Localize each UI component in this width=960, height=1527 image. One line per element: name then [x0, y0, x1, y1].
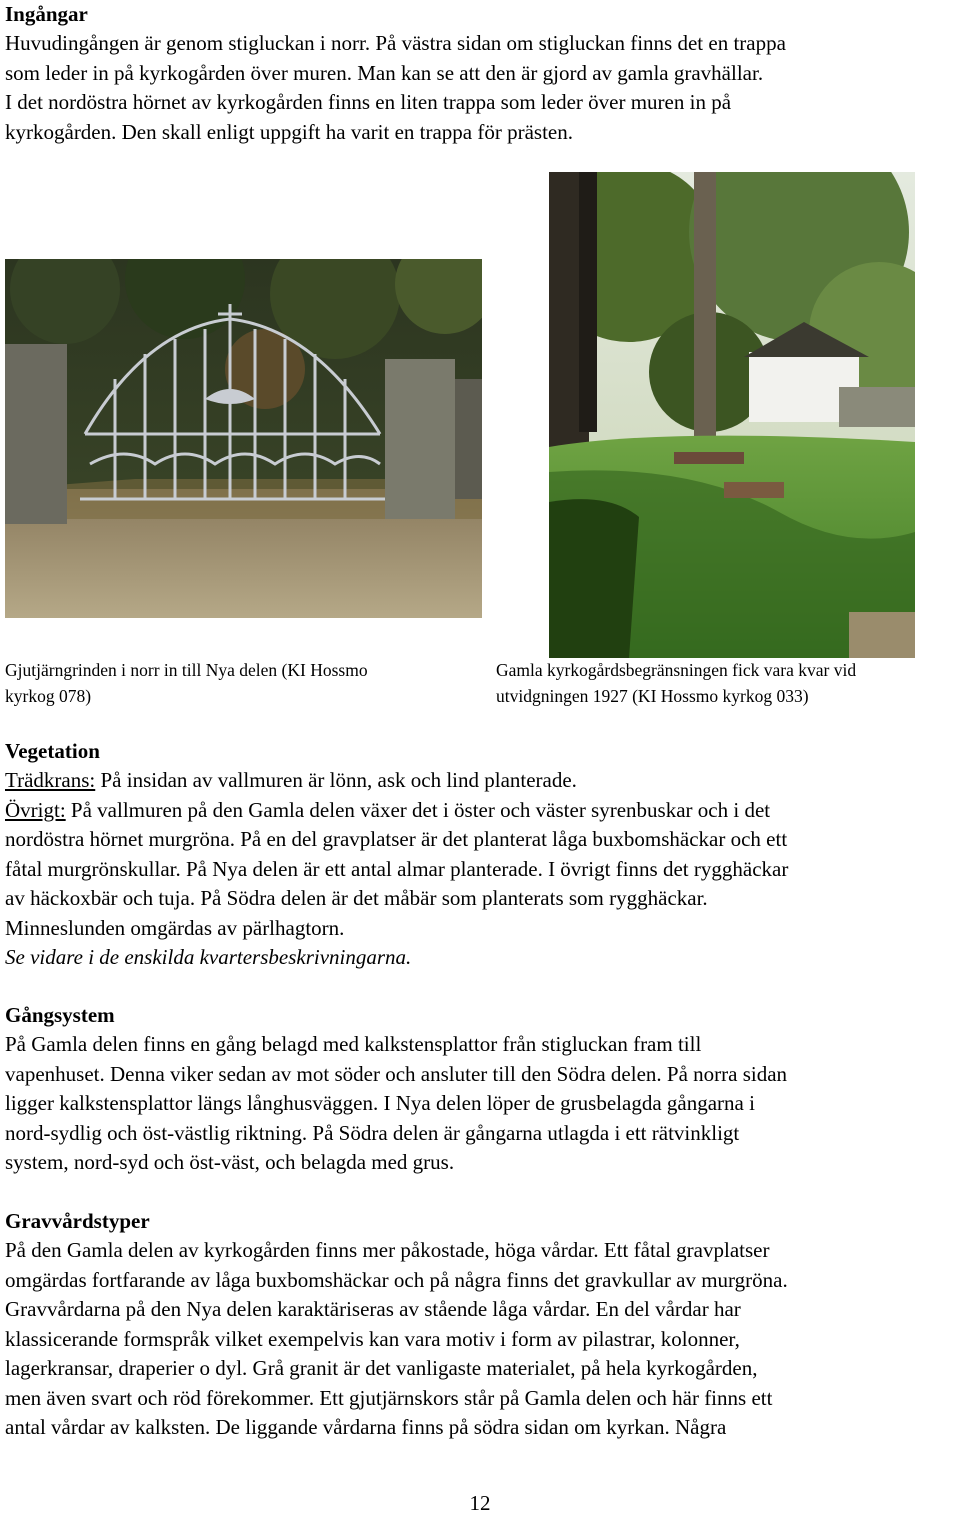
- section-vegetation: [5, 737, 955, 973]
- paragraph-line: av häckoxbär och tuja. På Södra delen är det måbär som planterats som rygghäckar.: [5, 886, 708, 910]
- caption-churchyard: [496, 657, 956, 709]
- caption-line: Gamla kyrkogårdsbegränsningen fick vara kvar vid: [496, 660, 857, 680]
- caption-line: kyrkog 078): [5, 686, 92, 706]
- paragraph-line: Huvudingången är genom stigluckan i norr. På västra sidan om stigluckan finns det en trappa: [5, 31, 786, 55]
- page-number: 12: [469, 1491, 491, 1515]
- label-tradkrans: Trädkrans:: [5, 768, 96, 792]
- paragraph-line: [5, 796, 955, 826]
- section-ingangar: [5, 0, 955, 147]
- heading-gravvardstyper: Gravvårdstyper: [5, 1209, 150, 1233]
- paragraph-line: lagerkransar, draperier o dyl. Grå granit är det vanligaste materialet, på hela kyrkogården,: [5, 1356, 758, 1380]
- paragraph-line: ligger kalkstensplattor längs långhusväggen. I Nya delen löper de grusbelagda gångarna i: [5, 1091, 755, 1115]
- caption-line: Gjutjärngrinden i norr in till Nya delen (KI Hossmo: [5, 660, 368, 680]
- heading-gangsystem: Gångsystem: [5, 1003, 115, 1027]
- note-vegetation: Se vidare i de enskilda kvartersbeskrivningarna.: [5, 945, 412, 969]
- text-tradkrans: På insidan av vallmuren är lönn, ask och lind planterade.: [95, 768, 577, 792]
- section-gangsystem: [5, 1001, 955, 1178]
- caption-gate: [5, 657, 475, 709]
- paragraph-line: Minneslunden omgärdas av pärlhagtorn.: [5, 915, 345, 940]
- text-ovrigt: På vallmuren på den Gamla delen växer det i öster och väster syrenbuskar och i det: [65, 797, 771, 822]
- paragraph-line: På den Gamla delen av kyrkogården finns mer påkostade, höga vårdar. Ett fåtal gravplatser: [5, 1238, 770, 1262]
- label-ovrigt: Övrigt:: [5, 797, 66, 822]
- paragraph-line: fåtal murgrönskullar. På Nya delen är ett antal almar planterade. I övrigt finns det rygghäckar: [5, 856, 789, 881]
- heading-ingangar: Ingångar: [5, 2, 88, 26]
- paragraph-line: vapenhuset. Denna viker sedan av mot söder och ansluter till den Södra delen. På norra sidan: [5, 1061, 788, 1086]
- paragraph-line: som leder in på kyrkogården över muren. Man kan se att den är gjord av gamla gravhällar.: [5, 60, 764, 85]
- paragraph-line: [5, 766, 955, 796]
- churchyard-photo: [549, 172, 915, 658]
- paragraph-line: system, nord-syd och öst-väst, och belagda med grus.: [5, 1150, 455, 1174]
- caption-line: utvidgningen 1927 (KI Hossmo kyrkog 033): [496, 686, 809, 706]
- paragraph-line: antal vårdar av kalksten. De liggande vårdarna finns på södra sidan om kyrkan. Några: [5, 1415, 727, 1439]
- paragraph-line: I det nordöstra hörnet av kyrkogården finns en liten trappa som leder över muren in på: [5, 90, 732, 114]
- paragraph-line: kyrkogården. Den skall enligt uppgift ha varit en trappa för prästen.: [5, 119, 573, 144]
- paragraph-line: men även svart och röd förekommer. Ett gjutjärnskors står på Gamla delen och här finns ett: [5, 1385, 773, 1410]
- heading-vegetation: Vegetation: [5, 739, 100, 763]
- gate-photo: [5, 259, 482, 618]
- paragraph-line: På Gamla delen finns en gång belagd med kalkstensplattor från stigluckan fram till: [5, 1032, 702, 1056]
- paragraph-line: nord-sydlig och öst-västlig riktning. På Södra delen är gångarna utlagda i ett rätvinkligt: [5, 1120, 740, 1145]
- paragraph-line: omgärdas fortfarande av låga buxbomshäckar och på några finns det gravkullar av murgröna.: [5, 1267, 788, 1292]
- paragraph-line: Gravvårdarna på den Nya delen karaktäriseras av stående låga vårdar. En del vårdar har: [5, 1297, 741, 1321]
- section-gravvardstyper: [5, 1207, 955, 1443]
- paragraph-line: klassicerande formspråk vilket exempelvis kan vara motiv i form av pilastrar, kolonner,: [5, 1326, 740, 1351]
- paragraph-line: nordöstra hörnet murgröna. På en del gravplatser är det planterat låga buxbomshäckar och ett: [5, 827, 788, 851]
